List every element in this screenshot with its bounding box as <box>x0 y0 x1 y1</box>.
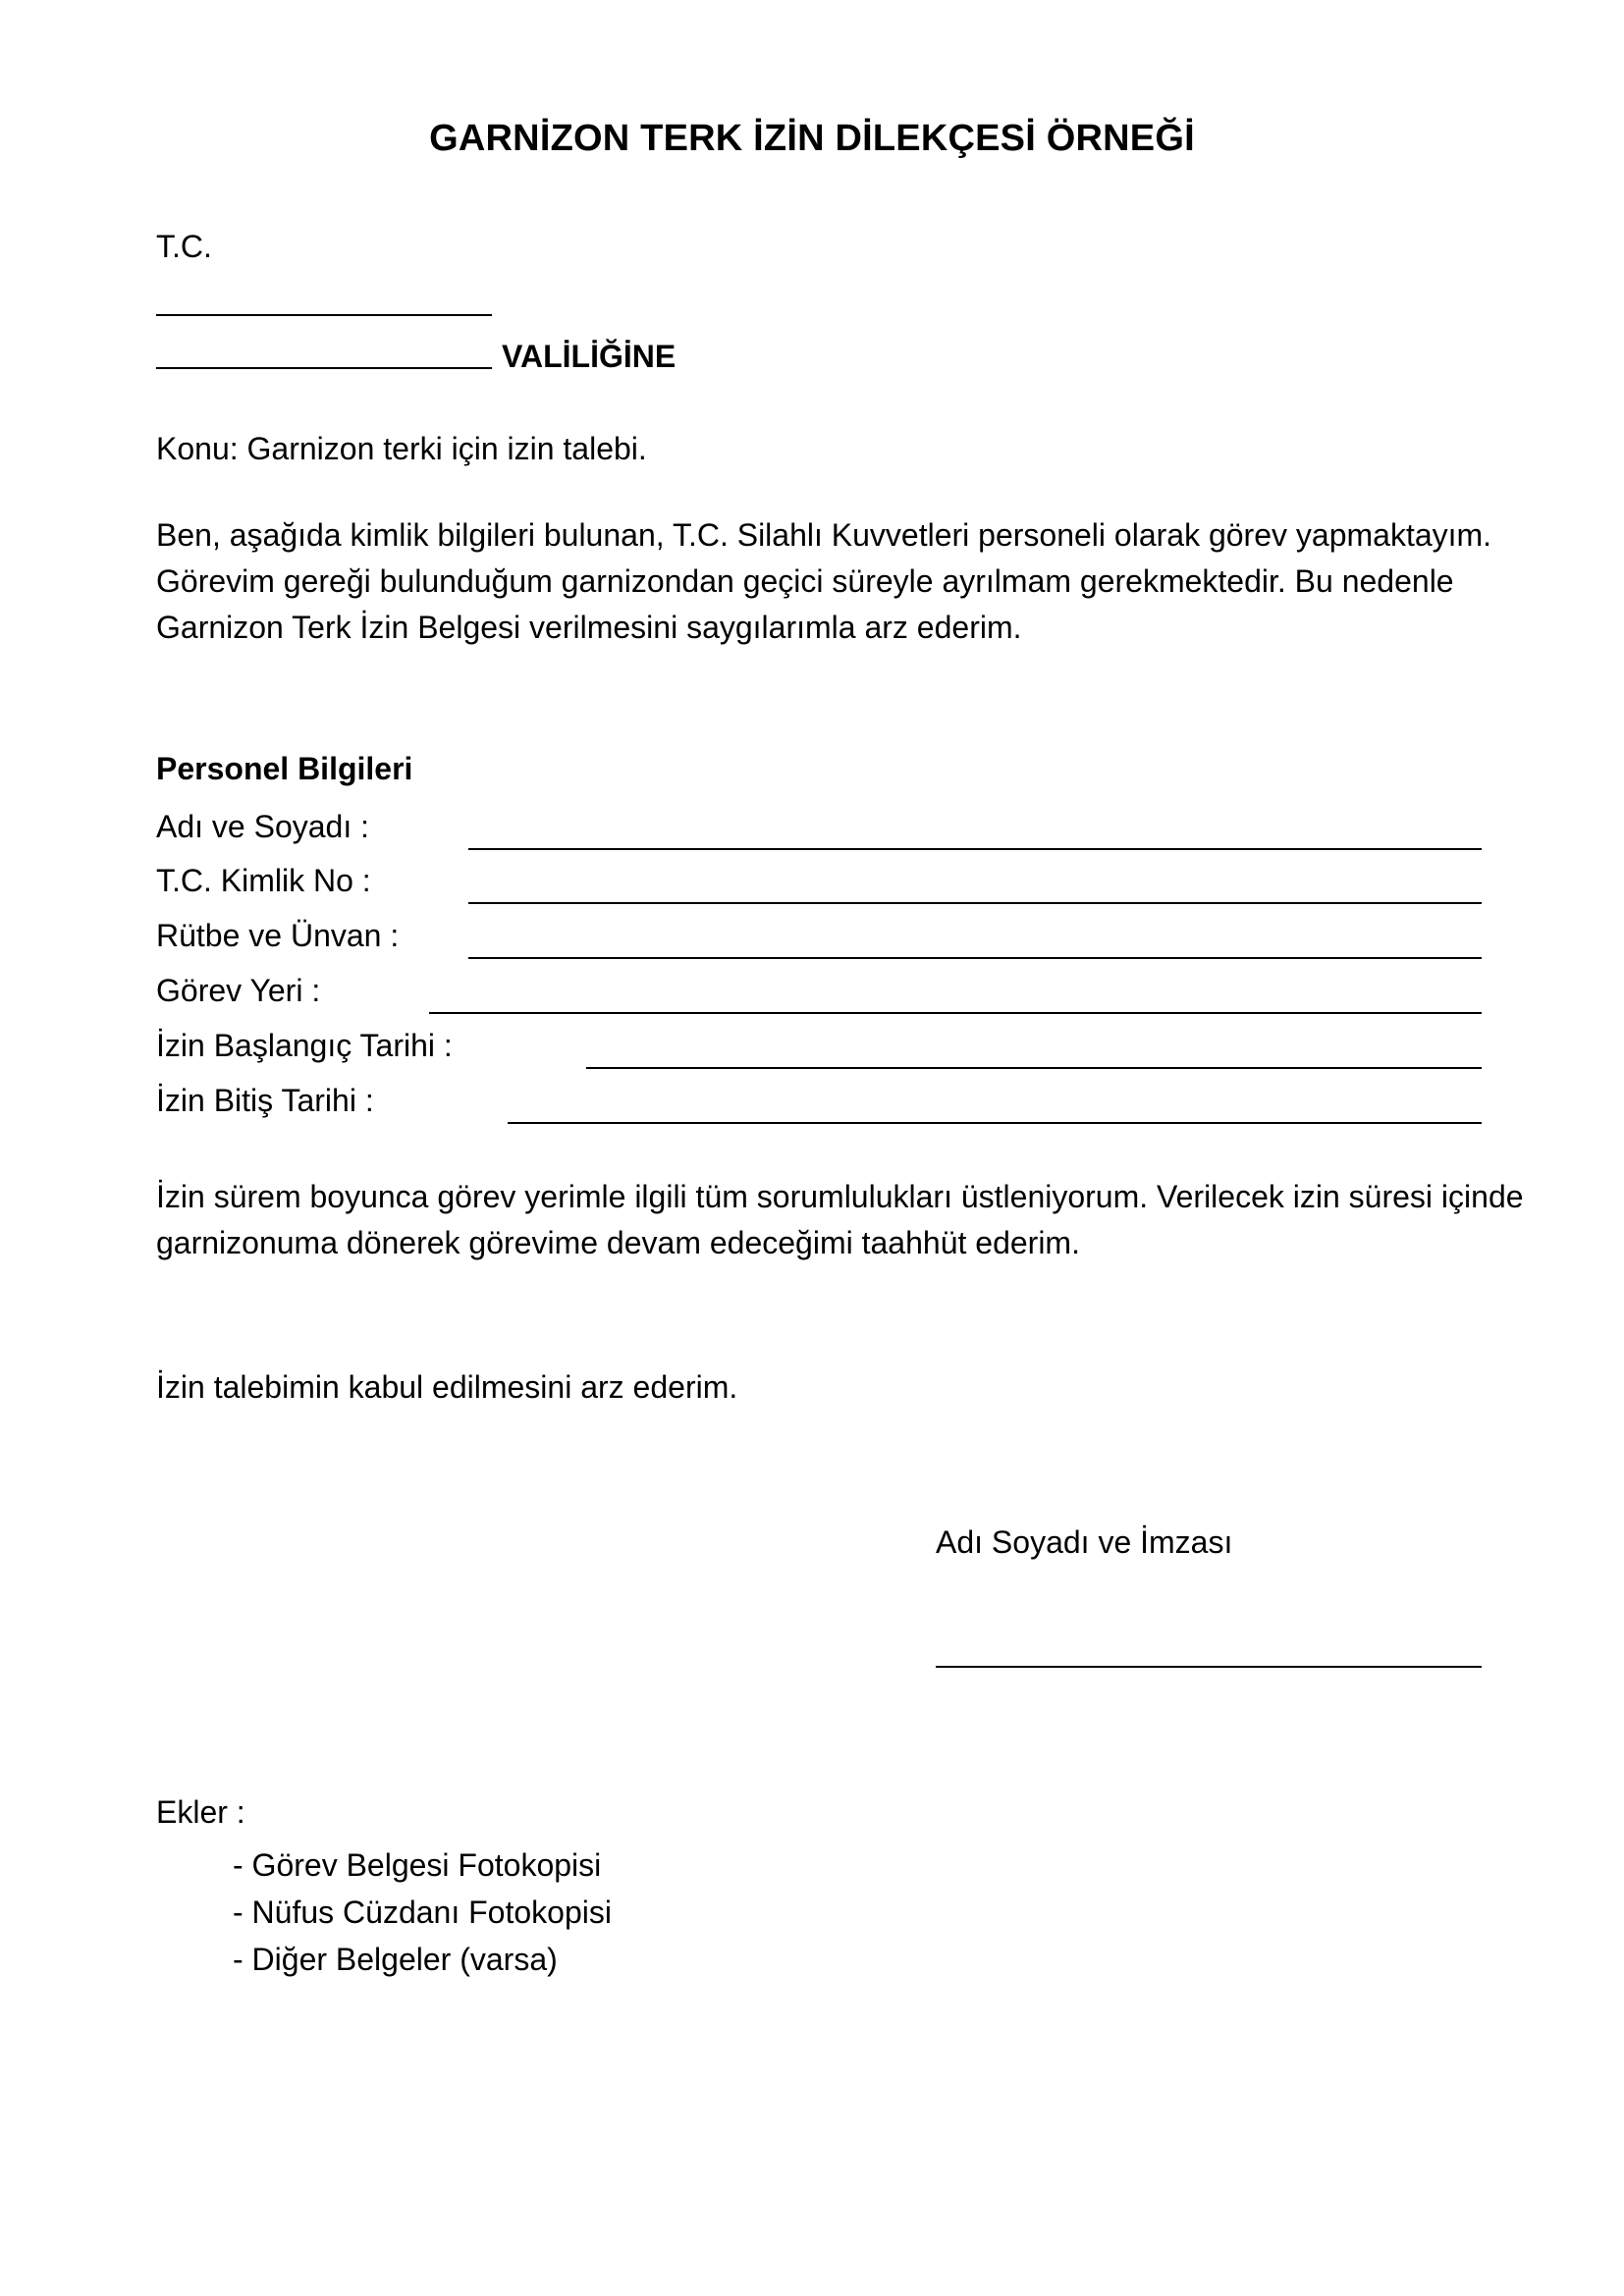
field-label-name: Adı ve Soyadı : <box>156 809 370 844</box>
field-label-duty-station: Görev Yeri : <box>156 973 321 1008</box>
field-line-leave-end[interactable] <box>508 1122 1482 1124</box>
header-blank-line-2 <box>156 367 492 369</box>
field-line-name[interactable] <box>468 848 1482 850</box>
attachment-item: - Görev Belgesi Fotokopisi <box>233 1847 602 1883</box>
signature-line[interactable] <box>936 1666 1482 1668</box>
field-label-leave-start: İzin Başlangıç Tarihi : <box>156 1028 453 1063</box>
header-tc: T.C. <box>156 229 212 264</box>
section-heading-personnel: Personel Bilgileri <box>156 751 413 786</box>
subject-line: Konu: Garnizon terki için izin talebi. <box>156 431 647 466</box>
field-row-name <box>156 809 1482 848</box>
attachments-label: Ekler : <box>156 1794 245 1830</box>
body-paragraph-line-1: Ben, aşağıda kimlik bilgileri bulunan, T.C. Silahlı Kuvvetleri personeli olarak görev yapmaktayım. <box>156 517 1492 553</box>
field-line-tc-id[interactable] <box>468 902 1482 904</box>
commitment-line-1: İzin sürem boyunca görev yerimle ilgili tüm sorumlulukları üstleniyorum. Verilecek izin süresi içinde <box>156 1179 1524 1214</box>
attachment-item: - Nüfus Cüzdanı Fotokopisi <box>233 1895 612 1930</box>
field-row-leave-end <box>156 1083 1482 1122</box>
commitment-line-2: garnizonuma dönerek görevime devam edeceğimi taahhüt ederim. <box>156 1225 1080 1260</box>
field-row-rank <box>156 918 1482 957</box>
field-line-rank[interactable] <box>468 957 1482 959</box>
field-row-tc-id <box>156 863 1482 902</box>
document-title: GARNİZON TERK İZİN DİLEKÇESİ ÖRNEĞİ <box>429 118 1195 159</box>
field-label-leave-end: İzin Bitiş Tarihi : <box>156 1083 374 1118</box>
field-row-leave-start <box>156 1028 1482 1067</box>
signature-label: Adı Soyadı ve İmzası <box>936 1524 1233 1560</box>
body-paragraph-line-3: Garnizon Terk İzin Belgesi verilmesini saygılarımla arz ederim. <box>156 610 1022 645</box>
field-row-duty-station <box>156 973 1482 1012</box>
field-label-rank: Rütbe ve Ünvan : <box>156 918 400 953</box>
field-line-leave-start[interactable] <box>586 1067 1482 1069</box>
attachment-item: - Diğer Belgeler (varsa) <box>233 1942 558 1977</box>
closing-line: İzin talebimin kabul edilmesini arz ederim. <box>156 1369 738 1405</box>
field-line-duty-station[interactable] <box>429 1012 1482 1014</box>
body-paragraph-line-2: Görevim gereği bulunduğum garnizondan geçici süreyle ayrılmam gerekmektedir. Bu nedenle <box>156 563 1454 599</box>
header-office: VALİLİĞİNE <box>502 339 677 374</box>
field-label-tc-id: T.C. Kimlik No : <box>156 863 371 898</box>
header-blank-line-1 <box>156 314 492 316</box>
